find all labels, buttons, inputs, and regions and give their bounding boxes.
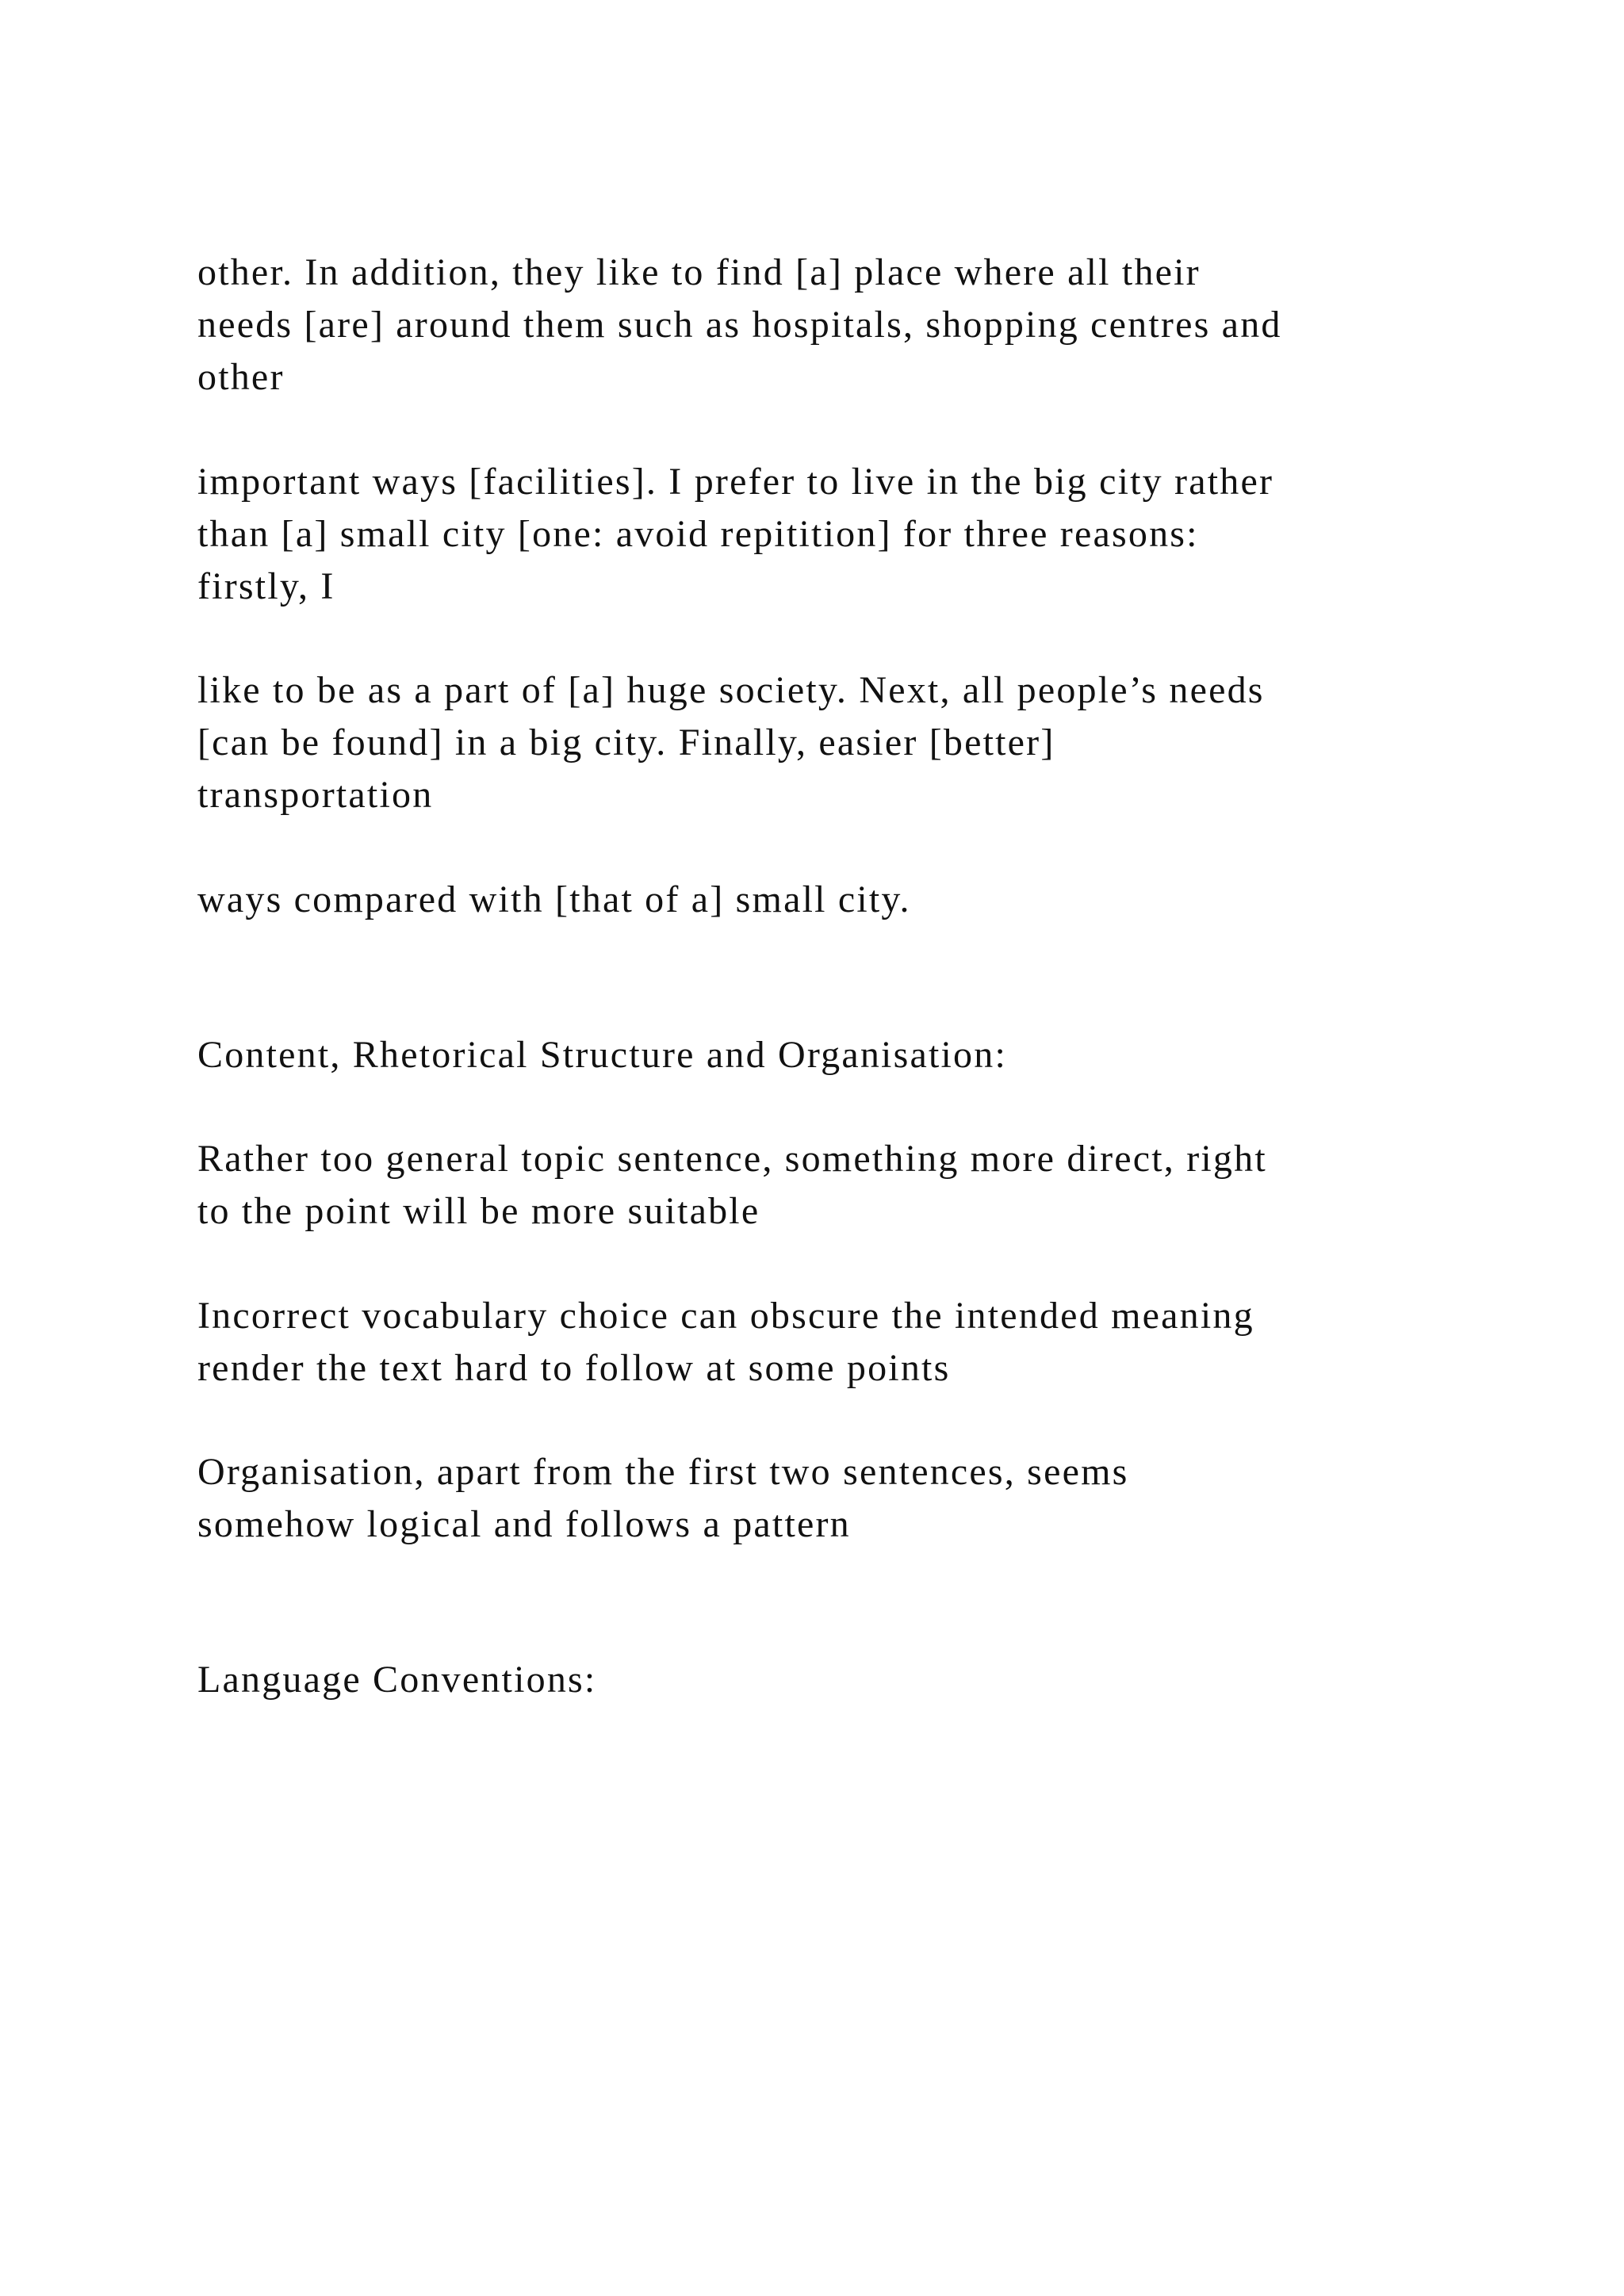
body-text-line: than [a] small city [one: avoid repitition] for three reasons:: [197, 513, 1199, 555]
comment-line: to the point will be more suitable: [197, 1190, 760, 1232]
comment-line: somehow logical and follows a pattern: [197, 1503, 851, 1545]
body-text-line: important ways [facilities]. I prefer to live in the big city rather: [197, 461, 1274, 503]
body-text-line: needs [are] around them such as hospitals, shopping centres and: [197, 304, 1282, 346]
body-text-line: transportation: [197, 774, 434, 816]
body-text-line: like to be as a part of [a] huge society. Next, all people’s needs: [197, 669, 1265, 711]
section-heading-content: Content, Rhetorical Structure and Organisation:: [197, 1034, 1007, 1076]
comment-line: Rather too general topic sentence, something more direct, right: [197, 1138, 1267, 1180]
body-text-line: other: [197, 356, 285, 398]
body-text-line: ways compared with [that of a] small city.: [197, 878, 911, 920]
section-heading-language: Language Conventions:: [197, 1659, 597, 1701]
comment-line: Organisation, apart from the first two sentences, seems: [197, 1451, 1129, 1493]
comment-line: Incorrect vocabulary choice can obscure the intended meaning: [197, 1295, 1254, 1337]
body-text-line: firstly, I: [197, 565, 335, 607]
body-text-line: other. In addition, they like to find [a] place where all their: [197, 251, 1201, 293]
comment-line: render the text hard to follow at some points: [197, 1347, 951, 1389]
body-text-line: [can be found] in a big city. Finally, easier [better]: [197, 721, 1055, 763]
